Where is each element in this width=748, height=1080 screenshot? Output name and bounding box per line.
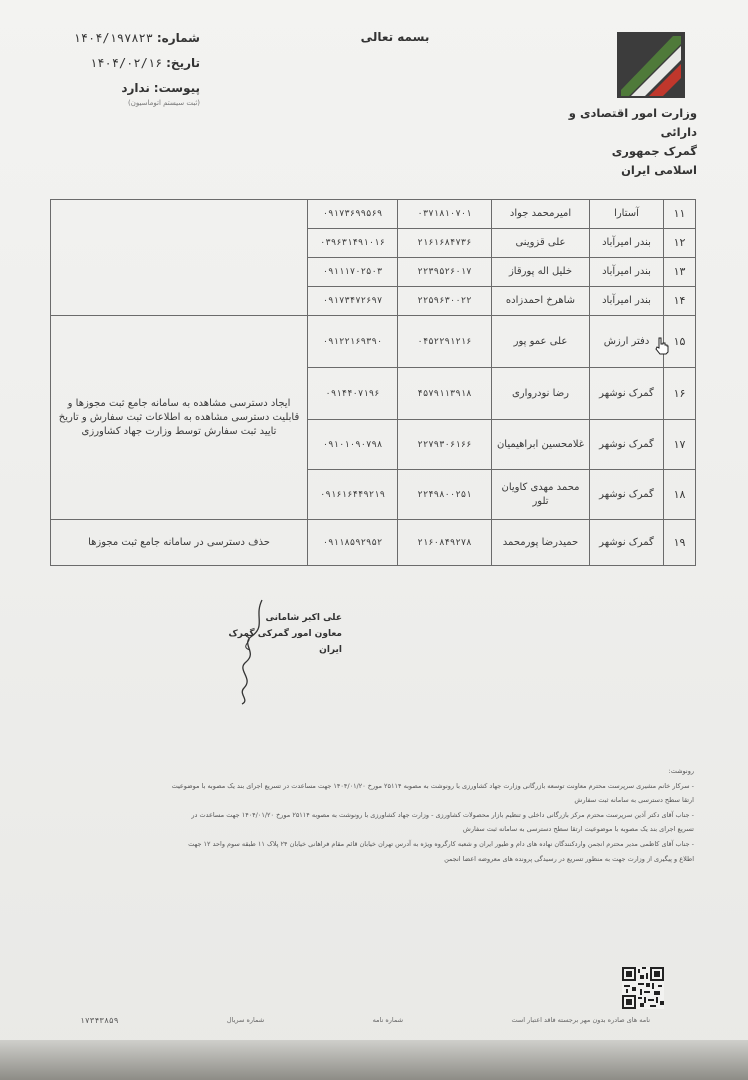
row-id: ۲۲۵۹۶۳۰۰۲۲ <box>398 287 492 316</box>
row-phone: ۰۹۱۴۴۰۷۱۹۶ <box>308 368 398 420</box>
row-location: گمرک نوشهر <box>590 520 664 566</box>
row-number: ۱۵ <box>664 316 696 368</box>
number-label-footer: شماره نامه <box>372 1016 404 1024</box>
row-number: ۱۸ <box>664 470 696 520</box>
row-id: ۲۱۶۱۶۸۴۷۳۶ <box>398 229 492 258</box>
access-removal-description: حذف دسترسی در سامانه جامع ثبت مجوزها <box>51 520 308 566</box>
row-location: گمرک نوشهر <box>590 470 664 520</box>
row-location: گمرک نوشهر <box>590 368 664 420</box>
row-id: ۰۳۷۱۸۱۰۷۰۱ <box>398 200 492 229</box>
cc-line: اطلاع و پیگیری از وزارت جهت به منظور تسریع در رسیدگی پرونده های معروضه اعضا انجمن <box>444 854 694 863</box>
attachment-label: پیوست: <box>153 81 200 95</box>
row-phone: ۰۹۱۷۳۴۷۲۶۹۷ <box>308 287 398 316</box>
row-id: ۲۱۶۰۸۴۹۲۷۸ <box>398 520 492 566</box>
row-phone: ۰۳۹۶۳۱۴۹۱۰۱۶ <box>308 229 398 258</box>
row-name: علی قزوینی <box>492 229 590 258</box>
serial-code: ۱۷۳۴۳۸۵۹ <box>80 1016 119 1025</box>
page-footer <box>80 1016 650 1025</box>
row-phone: ۰۹۱۱۱۷۰۲۵۰۳ <box>308 258 398 287</box>
row-phone: ۰۹۱۷۳۶۹۹۵۶۹ <box>308 200 398 229</box>
cc-line: - جناب آقای دکتر آذین سرپرست محترم مرکز بازرگانی داخلی و تنظیم بازار محصولات کشاورزی - وزارت جهاد کشاورزی با رونوشت به مصوبه ۲۵۱۱۴ مورخ ۱۴۰۴/۰۱/۲۰ جهت مساعدت در <box>191 810 694 819</box>
cc-line: - جناب آقای کاظمی مدیر محترم انجمن واردکنندگان نهاده های دام و طیور ایران و شعبه کارگروه ویژه به آدرس تهران خیابان قائم مقام فراهانی خیابان ۲۴ پلاک ۱۱ طبقه سوم واحد ۱۲ جهت <box>188 839 694 848</box>
table-row <box>51 520 696 566</box>
cc-line: تسریع اجرای بند یک مصوبه با موضوعیت ارتقا سطح دسترسی به سامانه ثبت سفارش <box>462 825 694 834</box>
row-id: ۲۲۷۹۳۰۶۱۶۶ <box>398 420 492 470</box>
signatory-name: علی اکبر شامانی <box>265 613 342 623</box>
attachment-value: ندارد <box>121 81 150 95</box>
date-value: ۱۴۰۴/۰۲/۱۶ <box>90 56 163 70</box>
row-location: بندر امیرآباد <box>590 287 664 316</box>
customs-logo-icon <box>615 30 687 100</box>
screen-edge <box>0 1040 748 1080</box>
table-row <box>51 200 696 229</box>
cc-line: - سرکار خانم مشیری سرپرست محترم معاونت توسعه بازرگانی وزارت جهاد کشاورزی با رونوشت به مصوبه ۲۵۱۱۴ مورخ ۱۴۰۴/۰۱/۲۰ جهت مساعدت در تسریع اجرای بند یک مصوبه با موضوعیت <box>171 781 694 790</box>
row-name: شاهرخ احمدزاده <box>492 287 590 316</box>
access-grant-description: ایجاد دسترسی مشاهده به سامانه جامع ثبت مجوزها و قابلیت دسترسی مشاهده به اطلاعات ثبت سفارش و تاریخ تایید ثبت سفارش توسط وزارت جهاد کشاورزی <box>51 316 308 520</box>
automation-note: (ثبت سیستم اتوماسیون) <box>128 99 200 107</box>
row-name: غلامحسین ابراهیمیان <box>492 420 590 470</box>
row-name: حمیدرضا پورمحمد <box>492 520 590 566</box>
signatory-title: معاون امور گمرکی گمرک ایران <box>228 629 342 655</box>
table-row <box>51 316 696 368</box>
row-location: بندر امیرآباد <box>590 229 664 258</box>
personnel-table <box>50 199 696 566</box>
row-name: امیرمحمد جواد <box>492 200 590 229</box>
ministry-heading <box>565 104 697 180</box>
cc-line: ارتقا سطح دسترسی به سامانه ثبت سفارش <box>574 796 694 805</box>
row-location: دفتر ارزش <box>590 316 664 368</box>
ministry-line2: گمرک جمهوری اسلامی ایران <box>611 144 697 177</box>
row-phone: ۰۹۱۲۲۱۶۹۳۹۰ <box>308 316 398 368</box>
qr-code-icon <box>622 967 664 1009</box>
row-id: ۲۲۴۹۸۰۰۲۵۱ <box>398 470 492 520</box>
ministry-line1: وزارت امور اقتصادی و دارائی <box>568 106 697 139</box>
number-label: شماره: <box>156 31 200 45</box>
row-number: ۱۱ <box>664 200 696 229</box>
row-phone: ۰۹۱۰۱۰۹۰۷۹۸ <box>308 420 398 470</box>
row-id: ۰۴۵۲۲۹۱۲۱۶ <box>398 316 492 368</box>
serial-label: شماره سریال <box>226 1016 265 1024</box>
row-number: ۱۷ <box>664 420 696 470</box>
row-name: خلیل اله پورقاز <box>492 258 590 287</box>
row-number: ۱۳ <box>664 258 696 287</box>
row-number: ۱۴ <box>664 287 696 316</box>
validity-note: نامه های صادره بدون مهر برجسته فاقد اعتبار است <box>511 1016 650 1024</box>
bismillah: بسمه تعالی <box>360 30 430 44</box>
cc-heading: رونوشت: <box>668 767 694 775</box>
row-number: ۱۶ <box>664 368 696 420</box>
row-location: گمرک نوشهر <box>590 420 664 470</box>
row-name: محمد مهدی کاویان تلور <box>492 470 590 520</box>
signature-block <box>222 610 342 658</box>
row-number: ۱۹ <box>664 520 696 566</box>
row-phone: ۰۹۱۱۸۵۹۲۹۵۲ <box>308 520 398 566</box>
row-id: ۲۲۳۹۵۲۶۰۱۷ <box>398 258 492 287</box>
hand-cursor-icon <box>654 337 670 355</box>
row-location: بندر امیرآباد <box>590 258 664 287</box>
row-id: ۴۵۷۹۱۱۳۹۱۸ <box>398 368 492 420</box>
row-name: علی عمو پور <box>492 316 590 368</box>
date-label: تاریخ: <box>166 56 200 70</box>
row-desc-empty <box>51 200 308 316</box>
row-phone: ۰۹۱۶۱۶۴۴۹۲۱۹ <box>308 470 398 520</box>
letter-meta <box>50 28 200 107</box>
row-number: ۱۲ <box>664 229 696 258</box>
row-location: آستارا <box>590 200 664 229</box>
row-name: رضا نودرواری <box>492 368 590 420</box>
carbon-copy-list <box>58 764 694 866</box>
number-value: ۱۴۰۴/۱۹۷۸۲۳ <box>73 31 154 45</box>
